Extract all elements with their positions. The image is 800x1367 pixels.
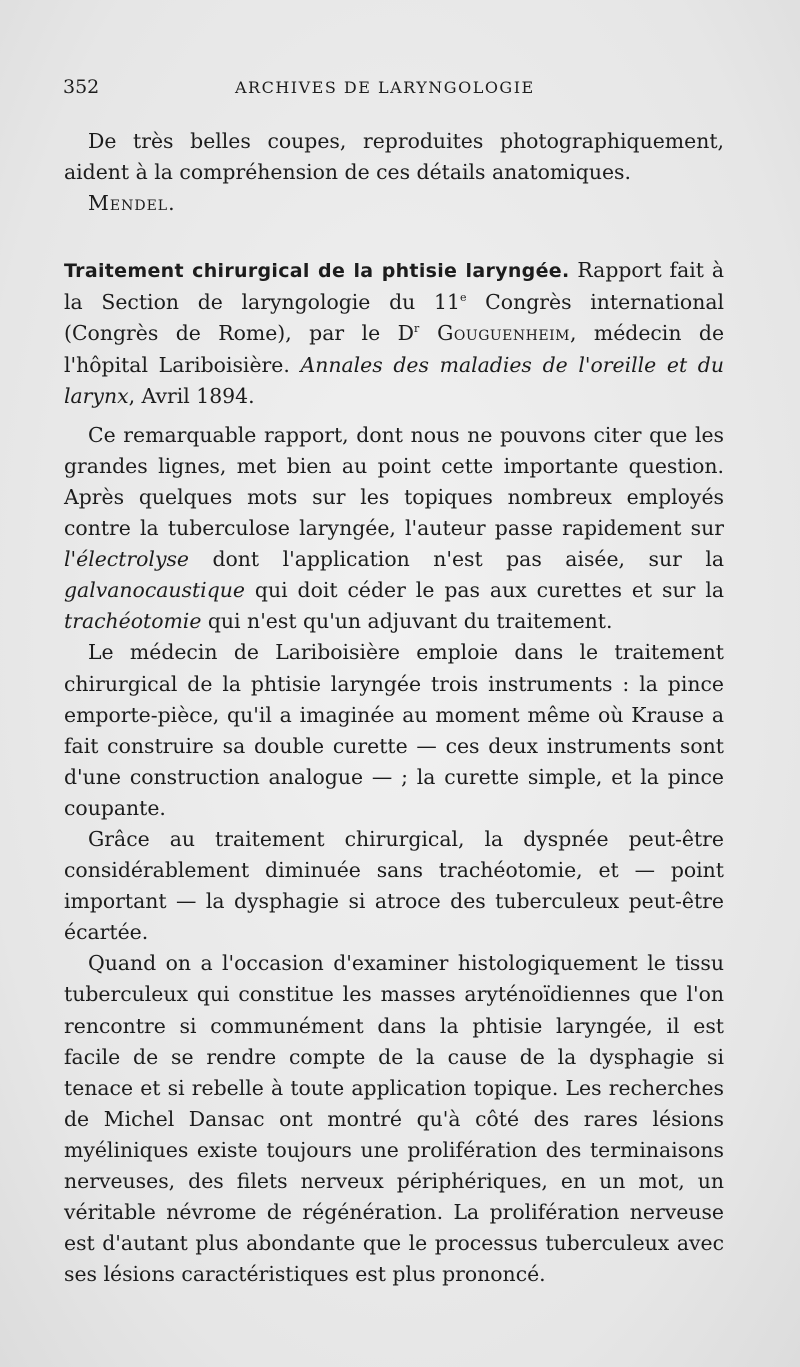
p1-em-galvanocaustique: galvanocaustique — [64, 578, 245, 603]
review1-author: Mendel. — [88, 191, 176, 216]
p1-em-tracheotomie: trachéotomie — [64, 609, 202, 634]
citation-date: , Avril 1894. — [128, 383, 255, 408]
citation-author: Gouguenheim — [419, 321, 570, 346]
citation-sup-r: r — [413, 322, 420, 336]
citation-part-c: , médecin de l'hôpital Lariboisière. — [64, 321, 725, 377]
p1-em-electrolyse: l'électrolyse — [64, 547, 189, 572]
citation-part-b: Congrès international (Congrès de Rome), par le D — [64, 290, 725, 346]
p1-text-c: qui doit céder le pas aux curettes et sur la — [244, 578, 724, 603]
citation-part-a: Rapport fait à la Section de laryngologie du 11 — [64, 258, 724, 315]
p1-text-d: qui n'est qu'un adjuvant du traitement. — [201, 609, 613, 634]
review2-citation — [64, 255, 724, 411]
body-text — [64, 126, 724, 1290]
review1-paragraph: De très belles coupes, reproduites photographiquement, aident à la compréhension de ces détails anatomiques. — [64, 129, 724, 185]
review2-paragraph-2: Le médecin de Lariboisière emploie dans le traitement chirurgical de la phtisie laryngée trois instruments : la pince emporte-pièce, qu'il a imaginée au moment même où Krause a fait construire sa double curette — ces deux instruments sont d'une construction analogue — ; la curette simple, et la pince coupante. — [64, 640, 724, 820]
running-head: ARCHIVES DE LARYNGOLOGIE — [235, 78, 535, 97]
page-number: 352 — [63, 76, 100, 98]
section-gap — [64, 219, 724, 255]
page-header — [63, 76, 723, 104]
citation-journal: Annales des maladies de l'oreille et du larynx — [64, 352, 724, 408]
review2-paragraph-4: Quand on a l'occasion d'examiner histologiquement le tissu tuberculeux qui constitue les masses aryténoïdiennes que l'on rencontre si communément dans la phtisie laryngée, il est facile de se rendre compte de la cause de la dysphagie si tenace et si rebelle à toute application topique. Les recherches de Michel Dansac ont montré qu'à côté des rares lésions myéliniques existe toujours une prolifération des terminaisons nerveuses, des filets nerveux périphériques, en un mot, un véritable névrome de régénération. La prolifération nerveuse est d'autant plus abondante que le processus tuberculeux avec ses lésions caractéristiques est plus prononcé. — [64, 951, 724, 1287]
citation-sup-e: e — [459, 291, 467, 305]
paragraph-gap — [64, 412, 724, 420]
review2-title: Traitement chirurgical de la phtisie laryngée. — [64, 260, 570, 283]
review2-paragraph-3: Grâce au traitement chirurgical, la dyspnée peut-être considérablement diminuée sans trachéotomie, et — point important — la dysphagie si atroce des tuberculeux peut-être écartée. — [64, 826, 724, 945]
review2-paragraph-1 — [64, 420, 724, 638]
p1-text-b: dont l'application n'est pas aisée, sur la — [189, 547, 724, 572]
p1-text-a: Ce remarquable rapport, dont nous ne pouvons citer que les grandes lignes, met bien au point cette importante question. Après quelques mots sur les topiques nombreux employés contre la tuberculose laryngée, l'auteur passe rapidement sur — [64, 422, 724, 541]
